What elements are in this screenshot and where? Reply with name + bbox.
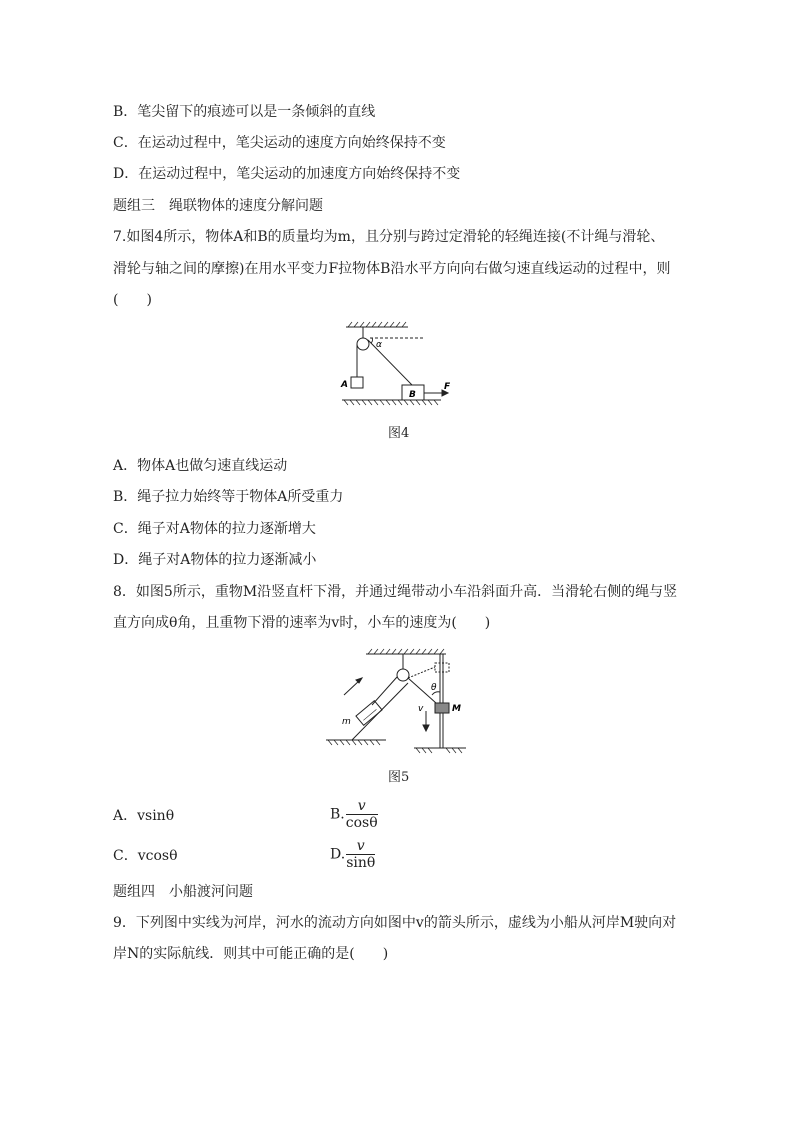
fig5-label-m-heavy: M (452, 704, 461, 714)
q8-option-b-denominator: cosθ (345, 815, 378, 831)
q8-option-a: A．vsinθ (113, 808, 175, 824)
q8-option-d-fraction (346, 838, 375, 871)
q8-option-d-denominator: sinθ (346, 855, 376, 871)
figure-4-caption: 图4 (388, 426, 410, 441)
option-d-q6: D．在运动过程中，笔尖运动的加速度方向始终保持不变 (113, 166, 461, 182)
q7-stem-line3: ( ) (113, 292, 152, 308)
fig4-label-b: B (409, 390, 416, 400)
q9-stem-line1: 9．下列图中实线为河岸，河水的流动方向如图中v的箭头所示，虚线为小船从河岸M驶向对 (113, 915, 677, 931)
q7-option-c: C．绳子对A物体的拉力逐渐增大 (113, 521, 316, 537)
fig5-label-m-cart: m (342, 717, 351, 727)
fig5-label-v: v (418, 704, 424, 714)
figure-5-caption: 图5 (388, 770, 410, 785)
q8-stem-line1: 8．如图5所示，重物M沿竖直杆下滑，并通过绳带动小车沿斜面升高．当滑轮右侧的绳与竖 (113, 584, 678, 600)
q8-option-b-prefix: B. (330, 806, 345, 823)
q8-stem-line2: 直方向成θ角，且重物下滑的速率为v时，小车的速度为( ) (113, 615, 491, 631)
q8-option-b (330, 798, 378, 831)
figure-5-diagram (322, 645, 472, 755)
q7-option-a: A．物体A也做匀速直线运动 (113, 458, 288, 474)
q7-option-b: B．绳子拉力始终等于物体A所受重力 (113, 489, 344, 505)
option-b-q6: B．笔尖留下的痕迹可以是一条倾斜的直线 (113, 104, 376, 120)
section-heading-group4: 题组四 小船渡河问题 (113, 884, 253, 900)
q7-option-d: D．绳子对A物体的拉力逐渐减小 (113, 552, 317, 568)
q7-stem-line2: 滑轮与轴之间的摩擦)在用水平变力F拉物体B沿水平方向向右做匀速直线运动的过程中，则 (113, 261, 671, 277)
figure-4-diagram (336, 320, 456, 410)
section-heading-group3: 题组三 绳联物体的速度分解问题 (113, 198, 323, 214)
q8-option-b-fraction (346, 798, 378, 831)
option-c-q6: C．在运动过程中，笔尖运动的速度方向始终保持不变 (113, 135, 446, 151)
fig4-label-a: A (341, 380, 348, 390)
q8-option-b-numerator: v (346, 798, 378, 815)
q8-option-d (330, 838, 375, 871)
q8-option-c: C．vcosθ (113, 848, 178, 864)
q8-option-d-prefix: D. (330, 846, 346, 863)
q9-stem-line2: 岸N的实际航线．则其中可能正确的是( ) (113, 946, 389, 962)
fig4-label-alpha: α (376, 340, 382, 350)
q7-stem-line1: 7.如图4所示，物体A和B的质量均为m，且分别与跨过定滑轮的轻绳连接(不计绳与滑轮、 (113, 229, 665, 245)
fig5-label-theta: θ (431, 683, 437, 693)
fig4-label-f: F (444, 382, 451, 392)
q8-option-d-numerator: v (346, 838, 375, 855)
